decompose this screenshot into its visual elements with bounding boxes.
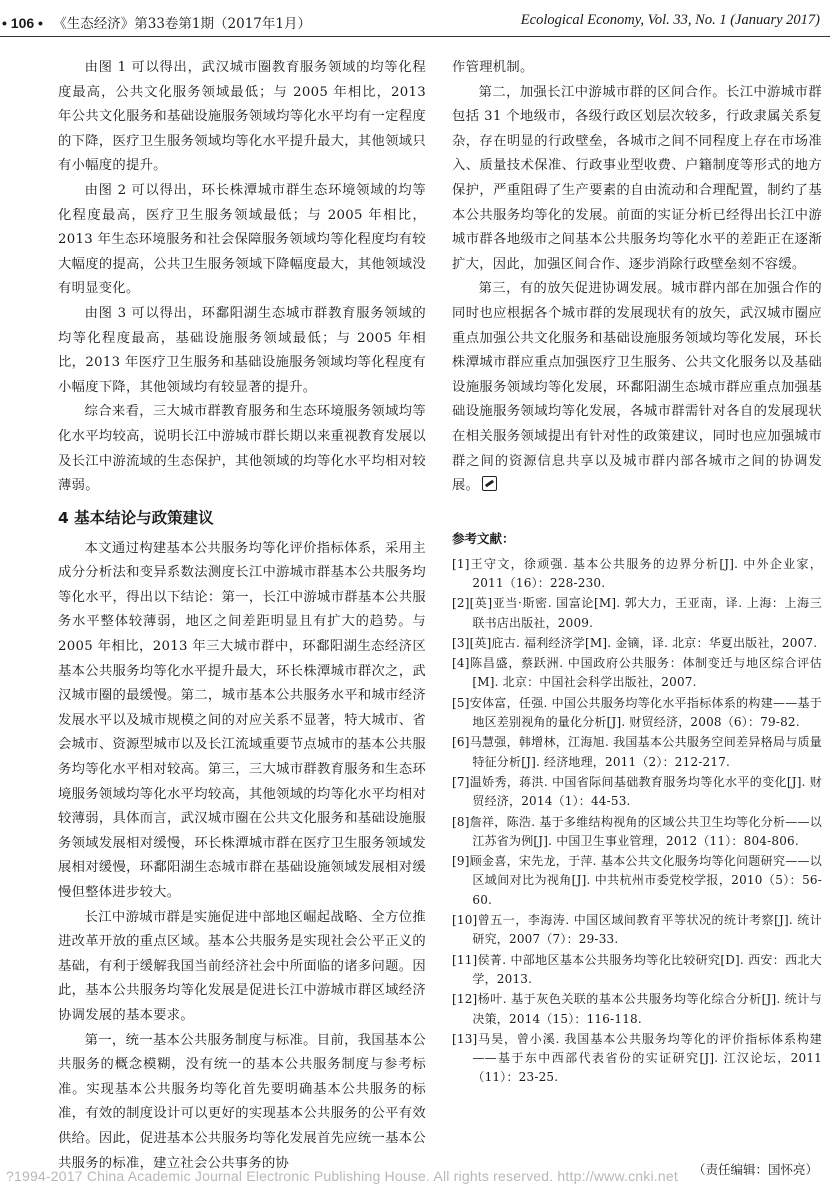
section-heading: 4 基本结论与政策建议 xyxy=(58,508,214,527)
journal-title-cn: 《生态经济》第33卷第1期（2017年1月） xyxy=(53,16,311,32)
page-header xyxy=(0,8,830,34)
body-paragraph: 长江中游城市群是实施促进中部地区崛起战略、全方位推进改革开放的重点区域。基本公共服务是实现社会公平正义的基础，有利于缓解我国当前经济社会中所面临的诸多问题。因此，基本公共服务均等化发展是促进长江中游城市群区域经济协调发展的基本要求。 xyxy=(58,909,426,1023)
reference-item: [13]马昊，曾小溪. 我国基本公共服务均等化的评价指标体系构建——基于东中西部代表省份的实证研究[J]. 江汉论坛，2011（11）：23-25. xyxy=(452,1031,822,1085)
reference-item: [8]詹祥，陈浩. 基于多维结构视角的区域公共卫生均等化分析——以江苏省为例[J]. 中国卫生事业管理，2012（11）：804-806. xyxy=(452,814,822,848)
copyright-footer: ?1994-2017 China Academic Journal Electronic Publishing House. All rights reserved. http://www.cnki.net xyxy=(6,1168,678,1184)
header-rule xyxy=(0,36,830,37)
reference-item: [12]杨叶. 基于灰色关联的基本公共服务均等化综合分析[J]. 统计与决策，2014（15）：116-118. xyxy=(452,992,822,1026)
body-paragraph: 本文通过构建基本公共服务均等化评价指标体系，采用主成分分析法和变异系数法测度长江中游城市群基本公共服务均等化水平，得出以下结论：第一，长江中游城市群基本公共服务水平整体较薄弱，地区之间差距明显且有扩大的趋势。与 2005 年相比，2013 年三大城市群中，环鄱阳湖生态经济区基本公共服务均等化水平提升最大，环长株潭城市群次之，武汉城市圈的最缓慢。第二，城市基本公共服务水平和城市经济发展水平以及城市规模之间的对应关系不显著，特大城市、省会城市、资源型城市以及长江流域重要节点城市的基本公共服务均等化水平相对较高。第三，三大城市群教育服务和生态环境服务领域均等化水平均较高，其他领域的均等化水平均相对较薄弱，具体而言，武汉城市圈在公共文化服务和基础设施服务领域发展相对缓慢，环长株潭城市群在医疗卫生服务领域发展相对缓慢，环鄱阳湖生态城市群在基础设施领域发展相对缓慢但整体进步较大。 xyxy=(58,540,426,900)
body-paragraph: 由图 1 可以得出，武汉城市圈教育服务领域的均等化程度最高，公共文化服务领域最低；与 2005 年相比，2013 年公共文化服务和基础设施服务领域均等化水平均有一定程度的下降，医疗卫生服务领域均等化水平提升最大，其他领域只有小幅度的提升。 xyxy=(58,60,426,174)
header-left xyxy=(2,12,311,32)
body-paragraph: 由图 3 可以得出，环鄱阳湖生态城市群教育服务领域的均等化程度最高，基础设施服务领域最低；与 2005 年相比，2013 年医疗卫生服务和基础设施服务领域均等化程度有小幅度下降，其他领域均有较显著的提升。 xyxy=(58,305,426,395)
left-column xyxy=(58,56,426,1176)
reference-item: [1]王守文，徐顽强. 基本公共服务的边界分析[J]. 中外企业家，2011（16）：228-230. xyxy=(452,556,822,590)
reference-list xyxy=(452,555,822,1088)
body-paragraph: 综合来看，三大城市群教育服务和生态环境服务领域均等化水平均较高，说明长江中游城市群长期以来重视教育发展以及长江中游流域的生态保护，其他领域的均等化水平均相对较薄弱。 xyxy=(58,404,426,494)
reference-item: [4]陈昌盛，蔡跃洲. 中国政府公共服务：体制变迁与地区综合评估[M]. 北京：中国社会科学出版社，2007. xyxy=(452,656,822,690)
right-column xyxy=(452,56,822,1089)
body-paragraph: 第一，统一基本公共服务制度与标准。目前，我国基本公共服务的概念模糊，没有统一的基本公共服务制度与参考标准。实现基本公共服务均等化首先要明确基本公共服务的标准，有效的制度设计可以更好的实现基本公共服务的公平有效供给。因此，促进基本公共服务均等化发展首先应统一基本公共服务的标准，建立社会公共事务的协 xyxy=(58,1032,426,1171)
reference-item: [11]侯菁. 中部地区基本公共服务均等化比较研究[D]. 西安：西北大学，2013. xyxy=(452,952,822,986)
reference-item: [5]安体富，任强. 中国公共服务均等化水平指标体系的构建——基于地区差别视角的量化分析[J]. 财贸经济，2008（6）：79-82. xyxy=(452,695,822,730)
body-paragraph: 第二，加强长江中游城市群的区间合作。长江中游城市群包括 31 个地级市，各级行政区划层次较多，行政隶属关系复杂，存在明显的行政壁垒，各城市之间不同程度上存在市场准入、质量技术保准、行政事业型收费、户籍制度等形式的地方保护，严重阻碍了生产要素的自由流动和合理配置，制约了基本公共服务均等化的发展。前面的实证分析已经得出长江中游城市群各地级市之间基本公共服务均等化水平的差距正在逐渐扩大，因此，加强区间合作、逐步消除行政壁垒刻不容缓。 xyxy=(452,84,822,272)
journal-title-en: Ecological Economy, Vol. 33, No. 1 (January 2017) xyxy=(520,12,820,28)
paragraph-text: 第三，有的放矢促进协调发展。城市群内部在加强合作的同时也应根据各个城市群的发展现状有的放矢，武汉城市圈应重点加强公共文化服务和基础设施服务领域均等化发展，环长株潭城市群应重点加强医疗卫生服务、公共文化服务以及基础设施服务领域均等化发展，环鄱阳湖生态城市群应重点加强基础设施服务领域均等化发展，各城市群需针对各自的发展现状在相关服务领域提出有针对性的政策建议，同时也应加强城市群之间的资源信息共享以及城市群内部各城市之间的协调发展。 xyxy=(452,281,822,494)
body-paragraph: 作管理机制。 xyxy=(452,60,534,75)
page-number: • 106 • xyxy=(2,15,43,31)
reference-item: [6]马慧强，韩增林，江海旭. 我国基本公共服务空间差异格局与质量特征分析[J]. 经济地理，2011（2）：212-217. xyxy=(452,735,822,769)
responsible-editor: （责任编辑：国怀亮） xyxy=(692,1162,818,1177)
reference-item: [3][英]庇古. 福利经济学[M]. 金镝，译. 北京：华夏出版社，2007. xyxy=(452,635,818,650)
body-paragraph xyxy=(452,277,822,498)
reference-item: [2][英]亚当·斯密. 国富论[M]. 郭大力，王亚南，译. 上海：上海三联书店出版社，2009. xyxy=(452,596,822,630)
reference-item: [7]温娇秀，蒋洪. 中国省际间基础教育服务均等化水平的变化[J]. 财贸经济，2014（1）：44-53. xyxy=(452,774,822,809)
reference-item: [9]顾金喜，宋先龙，于萍. 基本公共文化服务均等化问题研究——以区域间对比为视角[J]. 中共杭州市委党校学报，2010（5）：56-60. xyxy=(452,854,822,907)
reference-item: [10]曾五一，李海涛. 中国区域间教育平等状况的统计考察[J]. 统计研究，2007（7）：29-33. xyxy=(452,913,822,947)
article-end-icon xyxy=(482,476,497,491)
body-paragraph: 由图 2 可以得出，环长株潭城市群生态环境领域的均等化程度最高，医疗卫生服务领域最低；与 2005 年相比，2013 年生态环境服务和社会保障服务领域均等化程度均有较大幅度的提高，公共卫生服务领域下降幅度最大，其他领域没有明显变化。 xyxy=(58,182,426,297)
references-title: 参考文献： xyxy=(452,530,515,546)
